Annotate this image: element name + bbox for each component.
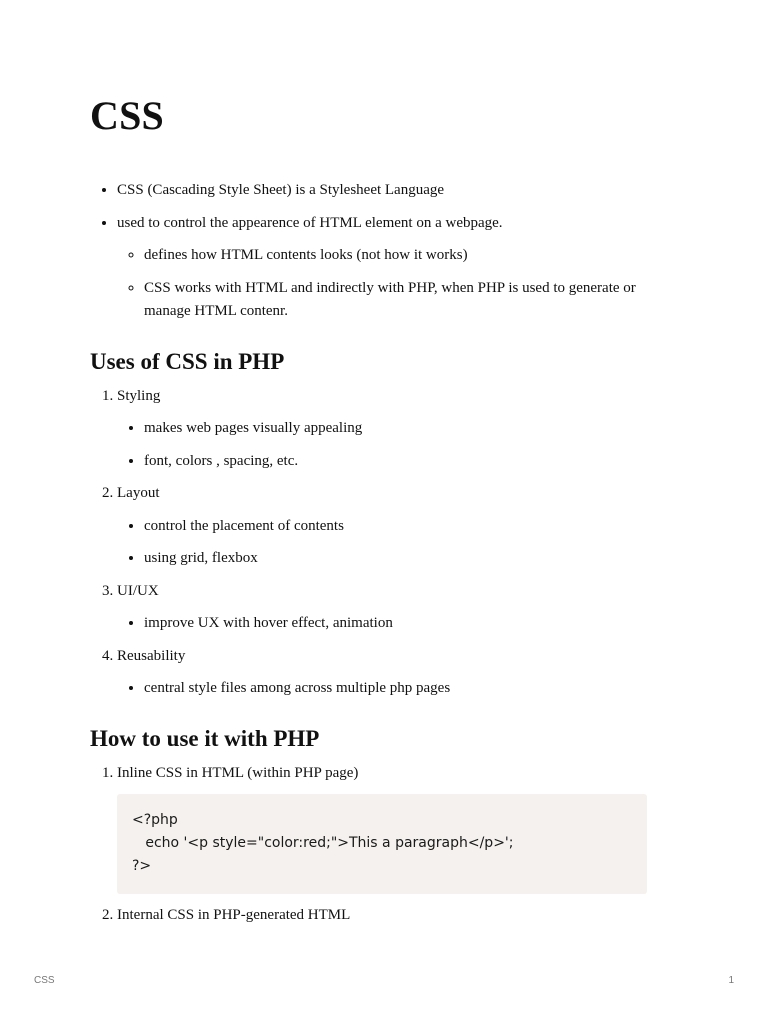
code-block	[117, 794, 647, 894]
list-item: • font, colors , spacing, etc.	[144, 450, 680, 473]
sub-list	[117, 515, 680, 571]
page-title: CSS	[90, 93, 164, 138]
section-heading-how: How to use it with PHP	[90, 726, 320, 751]
list-item-label: Styling	[117, 387, 161, 404]
list-item	[117, 645, 680, 701]
list-item: • central style files among across multiple php pages	[144, 677, 680, 700]
page-number: 1	[728, 975, 734, 986]
list-item-label: Reusability	[117, 647, 186, 664]
list-item-label: Inline CSS in HTML (within PHP page)	[117, 765, 359, 781]
code-line: <?php	[132, 812, 178, 828]
intro-list	[90, 179, 680, 323]
list-item	[117, 482, 680, 570]
how-list	[90, 762, 680, 927]
uses-list	[90, 385, 680, 701]
list-item-label: Internal CSS in PHP-generated HTML	[117, 906, 351, 923]
list-item: • using grid, flexbox	[144, 547, 680, 570]
list-item: • CSS (Cascading Style Sheet) is a Stylesheet Language	[117, 179, 680, 202]
sub-list	[117, 612, 680, 635]
list-item	[117, 385, 680, 473]
list-item-text: used to control the appearence of HTML element on a webpage.	[117, 214, 503, 231]
list-item: ◦ defines how HTML contents looks (not how it works)	[144, 244, 680, 267]
intro-sub-list	[117, 244, 680, 323]
list-item	[117, 904, 680, 927]
list-item-label: UI/UX	[117, 582, 159, 599]
list-item	[117, 580, 680, 636]
list-item: ◦ CSS works with HTML and indirectly with PHP, when PHP is used to generate or manage HTML contenr.	[144, 277, 680, 323]
footer-title: CSS	[34, 975, 55, 986]
sub-list	[117, 677, 680, 700]
section-heading-uses: Uses of CSS in PHP	[90, 348, 285, 374]
code-line: echo '<p style="color:red;">This a paragraph</p>';	[132, 835, 514, 851]
list-item: • improve UX with hover effect, animation	[144, 612, 680, 635]
list-item-label: Layout	[117, 485, 160, 501]
list-item: • makes web pages visually appealing	[144, 417, 680, 440]
list-item: • control the placement of contents	[144, 515, 680, 538]
code-line: ?>	[132, 858, 152, 874]
document-content	[90, 88, 680, 927]
list-item	[117, 762, 680, 894]
sub-list	[117, 417, 680, 473]
list-item	[117, 212, 680, 323]
